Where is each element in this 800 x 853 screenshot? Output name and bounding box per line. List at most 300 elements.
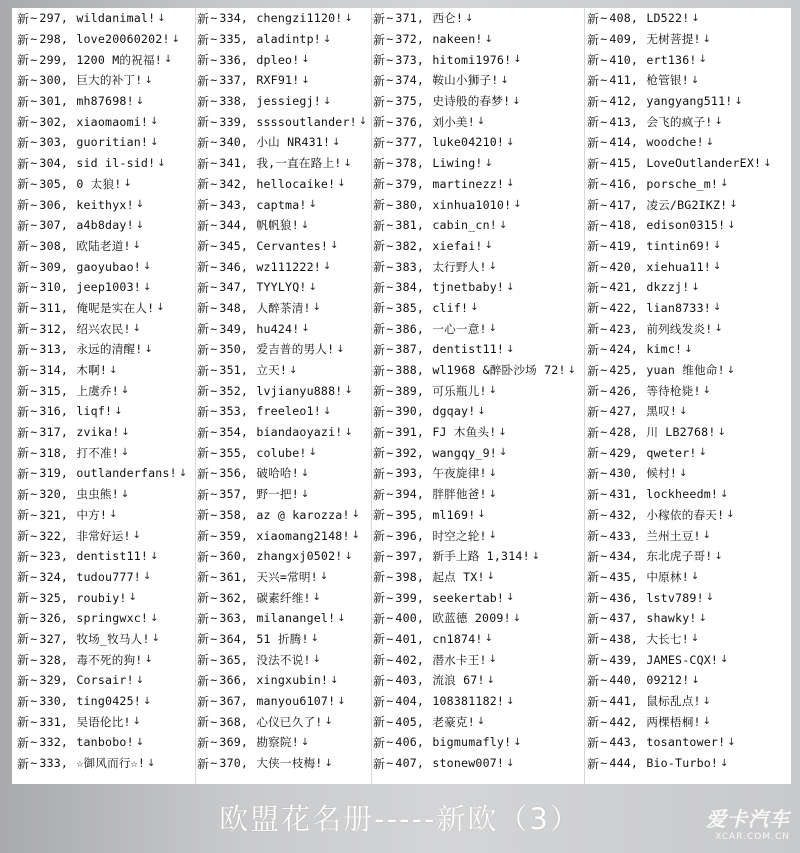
spacer xyxy=(69,135,76,149)
member-name: woodche! xyxy=(646,135,704,150)
new-prefix: 新 xyxy=(373,11,386,26)
new-prefix: 新 xyxy=(17,570,30,585)
member-name: mh87698! xyxy=(76,94,134,109)
tilde-mark: ~ xyxy=(30,300,38,315)
member-number: 420, xyxy=(609,259,639,274)
line-break-arrow-icon: ↓ xyxy=(729,199,738,211)
tilde-mark: ~ xyxy=(386,52,394,67)
roster-entry xyxy=(17,753,195,774)
tilde-mark: ~ xyxy=(210,176,218,191)
spacer xyxy=(69,156,76,170)
new-prefix: 新 xyxy=(587,301,600,316)
member-name: 勘察院! xyxy=(256,735,299,750)
tilde-mark: ~ xyxy=(600,363,608,378)
tilde-mark: ~ xyxy=(386,156,394,171)
roster-entry xyxy=(587,8,790,29)
tilde-mark: ~ xyxy=(600,342,608,357)
tilde-mark: ~ xyxy=(30,280,38,295)
tilde-mark: ~ xyxy=(210,466,218,481)
member-name: hitomi1976! xyxy=(432,52,512,67)
member-name: clif! xyxy=(432,300,469,315)
new-prefix: 新 xyxy=(587,591,600,606)
new-prefix: 新 xyxy=(17,11,30,26)
line-break-arrow-icon: ↓ xyxy=(151,633,161,645)
new-prefix: 新 xyxy=(197,549,210,564)
new-prefix: 新 xyxy=(373,260,386,275)
member-number: 314, xyxy=(39,363,69,378)
line-break-arrow-icon: ↓ xyxy=(135,219,145,231)
new-prefix: 新 xyxy=(17,301,30,316)
member-name: 帆帆狼! xyxy=(256,218,299,233)
new-prefix: 新 xyxy=(197,673,210,688)
member-name: kimc! xyxy=(646,342,683,357)
tilde-mark: ~ xyxy=(30,425,38,440)
member-name: 候村! xyxy=(646,466,678,481)
line-break-arrow-icon: ↓ xyxy=(486,571,496,583)
member-number: 408, xyxy=(609,11,639,26)
member-name: 前列线发炎! xyxy=(646,321,713,336)
spacer xyxy=(639,239,646,253)
line-break-arrow-icon: ↓ xyxy=(344,12,354,24)
roster-entry xyxy=(373,670,583,691)
tilde-mark: ~ xyxy=(600,11,608,26)
new-prefix: 新 xyxy=(17,632,30,647)
roster-entry xyxy=(587,256,790,277)
spacer xyxy=(69,549,76,563)
member-name: Bio-Turbo! xyxy=(646,756,719,771)
line-break-arrow-icon: ↓ xyxy=(300,736,310,748)
line-break-arrow-icon: ↓ xyxy=(476,116,486,128)
roster-entry xyxy=(587,318,790,339)
member-name: 虫虫熊! xyxy=(76,487,119,502)
new-prefix: 新 xyxy=(17,715,30,730)
member-name: qweter! xyxy=(646,445,697,460)
new-prefix: 新 xyxy=(197,218,210,233)
tilde-mark: ~ xyxy=(386,218,394,233)
roster-entry xyxy=(373,256,583,277)
tilde-mark: ~ xyxy=(386,694,394,709)
roster-entry xyxy=(17,732,195,753)
member-number: 429, xyxy=(609,445,639,460)
tilde-mark: ~ xyxy=(386,135,394,150)
new-prefix: 新 xyxy=(373,53,386,68)
tilde-mark: ~ xyxy=(600,176,608,191)
new-prefix: 新 xyxy=(587,715,600,730)
member-name: dkzzj! xyxy=(646,280,690,295)
line-break-arrow-icon: ↓ xyxy=(512,95,521,107)
member-name: 欧陆老道! xyxy=(76,238,131,253)
member-number: 397, xyxy=(395,549,425,564)
line-break-arrow-icon: ↓ xyxy=(132,240,142,252)
spacer xyxy=(69,466,76,480)
line-break-arrow-icon: ↓ xyxy=(691,281,700,293)
roster-entry xyxy=(587,670,790,691)
new-prefix: 新 xyxy=(17,591,30,606)
member-number: 421, xyxy=(609,280,639,295)
spacer xyxy=(69,570,76,584)
line-break-arrow-icon: ↓ xyxy=(506,343,515,355)
roster-entry xyxy=(197,401,373,422)
new-prefix: 新 xyxy=(373,425,386,440)
member-name: 大长七! xyxy=(646,631,689,646)
member-name: zvika! xyxy=(76,425,120,440)
line-break-arrow-icon: ↓ xyxy=(301,323,310,335)
tilde-mark: ~ xyxy=(210,156,218,171)
tilde-mark: ~ xyxy=(600,425,608,440)
roster-entry xyxy=(373,753,583,774)
tilde-mark: ~ xyxy=(30,11,38,26)
member-number: 328, xyxy=(39,652,69,667)
line-break-arrow-icon: ↓ xyxy=(500,74,510,86)
tilde-mark: ~ xyxy=(600,735,608,750)
member-number: 440, xyxy=(609,673,639,688)
member-number: 382, xyxy=(395,238,425,253)
member-name: luke04210! xyxy=(432,135,505,150)
member-name: 俺呢是实在人! xyxy=(76,300,155,315)
tilde-mark: ~ xyxy=(600,197,608,212)
member-name: 没法不说! xyxy=(256,652,311,667)
tilde-mark: ~ xyxy=(210,280,218,295)
tilde-mark: ~ xyxy=(210,363,218,378)
tilde-mark: ~ xyxy=(210,673,218,688)
line-break-arrow-icon: ↓ xyxy=(156,302,165,314)
spacer xyxy=(249,301,256,315)
spacer xyxy=(69,73,76,87)
line-break-arrow-icon: ↓ xyxy=(337,695,346,707)
tilde-mark: ~ xyxy=(386,32,394,47)
spacer xyxy=(639,301,646,315)
roster-entry xyxy=(197,691,373,712)
roster-entry xyxy=(17,649,195,670)
member-number: 377, xyxy=(395,135,425,150)
roster-entry xyxy=(197,753,373,774)
new-prefix: 新 xyxy=(17,115,30,130)
member-name: zhangxj0502! xyxy=(256,549,343,564)
roster-entry xyxy=(373,649,583,670)
member-name: bigmumafly! xyxy=(432,735,512,750)
member-number: 334, xyxy=(219,11,249,26)
tilde-mark: ~ xyxy=(600,259,608,274)
new-prefix: 新 xyxy=(197,694,210,709)
member-number: 366, xyxy=(219,673,249,688)
roster-entry xyxy=(373,608,583,629)
member-name: 欧蓝德 2009! xyxy=(432,611,511,626)
line-break-arrow-icon: ↓ xyxy=(324,716,334,728)
line-break-arrow-icon: ↓ xyxy=(308,447,318,459)
new-prefix: 新 xyxy=(373,487,386,502)
spacer xyxy=(69,404,76,418)
roster-entry xyxy=(373,49,583,70)
member-name: seekertab! xyxy=(432,590,505,605)
new-prefix: 新 xyxy=(587,735,600,750)
tilde-mark: ~ xyxy=(210,756,218,771)
spacer xyxy=(425,135,432,149)
roster-entry xyxy=(17,277,195,298)
member-number: 409, xyxy=(609,32,639,47)
spacer xyxy=(425,694,432,708)
member-name: freeleo1! xyxy=(256,404,321,419)
member-number: 341, xyxy=(219,156,249,171)
roster-entry xyxy=(587,174,790,195)
member-name: 凌云/BG2IKZ! xyxy=(646,197,728,212)
roster-entry xyxy=(373,732,583,753)
member-name: 人醉茶清! xyxy=(256,300,311,315)
member-number: 415, xyxy=(609,156,639,171)
tilde-mark: ~ xyxy=(386,94,394,109)
new-prefix: 新 xyxy=(17,177,30,192)
line-break-arrow-icon: ↓ xyxy=(705,136,715,148)
member-number: 305, xyxy=(39,176,69,191)
tilde-mark: ~ xyxy=(600,756,608,771)
roster-entry xyxy=(197,463,373,484)
tilde-mark: ~ xyxy=(30,735,38,750)
line-break-arrow-icon: ↓ xyxy=(150,612,159,624)
spacer xyxy=(425,591,432,605)
new-prefix: 新 xyxy=(373,611,386,626)
column-divider xyxy=(195,8,196,784)
new-prefix: 新 xyxy=(197,156,210,171)
page-caption: 欧盟花名册-----新欧（3） xyxy=(219,802,581,836)
member-name: a4b8day! xyxy=(76,218,134,233)
member-number: 324, xyxy=(39,569,69,584)
roster-entry xyxy=(373,174,583,195)
member-name: dentist11! xyxy=(432,342,505,357)
roster-entry xyxy=(197,194,373,215)
tilde-mark: ~ xyxy=(386,197,394,212)
member-name: 大侠一枝梅! xyxy=(256,756,323,771)
member-number: 412, xyxy=(609,94,639,109)
member-number: 389, xyxy=(395,383,425,398)
tilde-mark: ~ xyxy=(386,528,394,543)
new-prefix: 新 xyxy=(373,632,386,647)
member-number: 298, xyxy=(39,32,69,47)
member-number: 327, xyxy=(39,631,69,646)
spacer xyxy=(69,218,76,232)
new-prefix: 新 xyxy=(17,425,30,440)
tilde-mark: ~ xyxy=(600,280,608,295)
spacer xyxy=(425,32,432,46)
roster-entry xyxy=(197,49,373,70)
roster-entry xyxy=(17,505,195,526)
member-name: lockheedm! xyxy=(646,487,719,502)
member-name: 立天! xyxy=(256,363,288,378)
line-break-arrow-icon: ↓ xyxy=(477,509,486,521)
roster-entry xyxy=(17,132,195,153)
line-break-arrow-icon: ↓ xyxy=(477,405,486,417)
roster-entry xyxy=(587,111,790,132)
spacer xyxy=(425,260,432,274)
new-prefix: 新 xyxy=(587,115,600,130)
spacer xyxy=(69,363,76,377)
member-name: keithyx! xyxy=(76,197,134,212)
member-name: 会飞的疯子! xyxy=(646,114,713,129)
line-break-arrow-icon: ↓ xyxy=(488,530,498,542)
spacer xyxy=(639,673,646,687)
new-prefix: 新 xyxy=(373,591,386,606)
spacer xyxy=(639,115,646,129)
new-prefix: 新 xyxy=(197,115,210,130)
tilde-mark: ~ xyxy=(386,507,394,522)
roster-entry xyxy=(17,360,195,381)
spacer xyxy=(249,94,256,108)
member-number: 437, xyxy=(609,611,639,626)
new-prefix: 新 xyxy=(587,570,600,585)
member-name: 小山 NR431! xyxy=(256,135,331,150)
new-prefix: 新 xyxy=(587,694,600,709)
member-number: 349, xyxy=(219,321,249,336)
member-name: 鼠标乱点! xyxy=(646,694,701,709)
tilde-mark: ~ xyxy=(600,383,608,398)
new-prefix: 新 xyxy=(373,529,386,544)
member-name: porsche_m! xyxy=(646,176,719,191)
line-break-arrow-icon: ↓ xyxy=(498,447,508,459)
spacer xyxy=(69,260,76,274)
spacer xyxy=(69,425,76,439)
line-break-arrow-icon: ↓ xyxy=(163,54,173,66)
line-break-arrow-icon: ↓ xyxy=(351,509,361,521)
member-number: 325, xyxy=(39,590,69,605)
roster-entry xyxy=(587,194,790,215)
member-name: Corsair! xyxy=(76,673,134,688)
spacer xyxy=(425,466,432,480)
new-prefix: 新 xyxy=(197,239,210,254)
member-number: 322, xyxy=(39,528,69,543)
tilde-mark: ~ xyxy=(386,714,394,729)
member-number: 364, xyxy=(219,631,249,646)
spacer xyxy=(249,53,256,67)
member-name: chengzi1120! xyxy=(256,11,343,26)
member-name: 巨大的补丁! xyxy=(76,73,143,88)
member-name: 史诗般的春梦! xyxy=(432,94,511,109)
line-break-arrow-icon: ↓ xyxy=(109,364,118,376)
tilde-mark: ~ xyxy=(600,528,608,543)
new-prefix: 新 xyxy=(17,363,30,378)
line-break-arrow-icon: ↓ xyxy=(322,33,332,45)
spacer xyxy=(425,53,432,67)
new-prefix: 新 xyxy=(373,301,386,316)
tilde-mark: ~ xyxy=(386,569,394,584)
member-number: 338, xyxy=(219,94,249,109)
member-name: 中方! xyxy=(76,507,108,522)
line-break-arrow-icon: ↓ xyxy=(135,199,145,211)
member-number: 359, xyxy=(219,528,249,543)
roster-entry xyxy=(587,442,790,463)
member-name: 西仑! xyxy=(432,11,464,26)
member-name: 刘小美! xyxy=(432,114,475,129)
member-name: 0 太狼! xyxy=(76,176,122,191)
tilde-mark: ~ xyxy=(386,342,394,357)
roster-entry xyxy=(197,132,373,153)
line-break-arrow-icon: ↓ xyxy=(679,467,688,479)
new-prefix: 新 xyxy=(373,466,386,481)
tilde-mark: ~ xyxy=(210,549,218,564)
member-number: 363, xyxy=(219,611,249,626)
roster-entry xyxy=(587,711,790,732)
roster-entry xyxy=(17,153,195,174)
member-name: lian8733! xyxy=(646,300,711,315)
member-number: 317, xyxy=(39,425,69,440)
new-prefix: 新 xyxy=(197,735,210,750)
new-prefix: 新 xyxy=(373,673,386,688)
spacer xyxy=(249,508,256,522)
line-break-arrow-icon: ↓ xyxy=(301,54,310,66)
line-break-arrow-icon: ↓ xyxy=(120,447,130,459)
line-break-arrow-icon: ↓ xyxy=(114,405,123,417)
roster-entry xyxy=(373,29,583,50)
spacer xyxy=(249,425,256,439)
member-name: 午夜旋律! xyxy=(432,466,487,481)
roster-entry xyxy=(17,463,195,484)
new-prefix: 新 xyxy=(373,384,386,399)
new-prefix: 新 xyxy=(587,94,600,109)
xcar-watermark-logo xyxy=(680,803,790,841)
roster-entry xyxy=(17,256,195,277)
member-number: 404, xyxy=(395,694,425,709)
new-prefix: 新 xyxy=(197,591,210,606)
line-break-arrow-icon: ↓ xyxy=(690,74,700,86)
member-name: 上虞乔! xyxy=(76,383,119,398)
line-break-arrow-icon: ↓ xyxy=(702,716,712,728)
roster-entry xyxy=(587,484,790,505)
member-number: 418, xyxy=(609,218,639,233)
line-break-arrow-icon: ↓ xyxy=(712,261,722,273)
member-number: 312, xyxy=(39,321,69,336)
member-name: ert136! xyxy=(646,52,697,67)
roster-entry xyxy=(587,463,790,484)
new-prefix: 新 xyxy=(373,218,386,233)
roster-column-2 xyxy=(197,8,373,784)
roster-sheet xyxy=(12,8,791,784)
new-prefix: 新 xyxy=(587,135,600,150)
member-number: 394, xyxy=(395,487,425,502)
spacer xyxy=(639,446,646,460)
member-name: 等待枪毙! xyxy=(646,383,701,398)
spacer xyxy=(69,529,76,543)
member-name: 一心一意! xyxy=(432,321,487,336)
member-number: 427, xyxy=(609,404,639,419)
member-number: 390, xyxy=(395,404,425,419)
member-number: 375, xyxy=(395,94,425,109)
line-break-arrow-icon: ↓ xyxy=(727,219,736,231)
spacer xyxy=(249,322,256,336)
tilde-mark: ~ xyxy=(600,631,608,646)
line-break-arrow-icon: ↓ xyxy=(132,323,142,335)
roster-entry xyxy=(17,711,195,732)
new-prefix: 新 xyxy=(373,177,386,192)
member-name: 太行野人! xyxy=(432,259,487,274)
roster-entry xyxy=(197,567,373,588)
line-break-arrow-icon: ↓ xyxy=(300,467,310,479)
spacer xyxy=(249,177,256,191)
line-break-arrow-icon: ↓ xyxy=(513,54,522,66)
spacer xyxy=(639,570,646,584)
tilde-mark: ~ xyxy=(386,280,394,295)
member-name: lstv789! xyxy=(646,590,704,605)
tilde-mark: ~ xyxy=(30,218,38,233)
member-name: sid il-sid! xyxy=(76,156,156,171)
new-prefix: 新 xyxy=(197,611,210,626)
roster-entry xyxy=(17,670,195,691)
tilde-mark: ~ xyxy=(600,238,608,253)
member-number: 304, xyxy=(39,156,69,171)
roster-entry xyxy=(587,298,790,319)
member-name: 兰州土豆! xyxy=(646,528,701,543)
tilde-mark: ~ xyxy=(30,714,38,729)
roster-entry xyxy=(197,8,373,29)
tilde-mark: ~ xyxy=(600,652,608,667)
spacer xyxy=(249,591,256,605)
member-number: 350, xyxy=(219,342,249,357)
